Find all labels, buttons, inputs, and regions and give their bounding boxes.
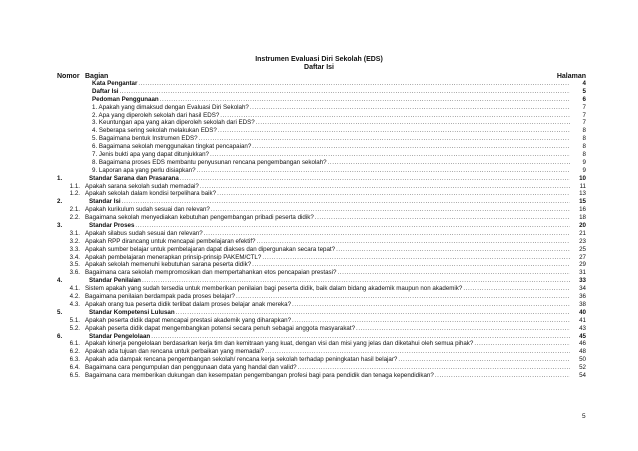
- toc-page-number: 9: [582, 158, 586, 166]
- toc-number: 3.3.: [69, 245, 80, 253]
- toc-page-number: 46: [579, 340, 586, 348]
- toc-entry[interactable]: [92, 80, 570, 88]
- toc-entry[interactable]: [89, 198, 570, 206]
- toc-page-number: 25: [579, 245, 586, 253]
- dot-leader: [252, 261, 570, 269]
- toc-entry[interactable]: [85, 348, 570, 356]
- toc-entry[interactable]: [85, 246, 570, 254]
- toc-page-number: 48: [579, 348, 586, 356]
- toc-row: [0, 293, 638, 301]
- toc-entry[interactable]: [92, 119, 570, 127]
- toc-row: [0, 80, 638, 88]
- footer-page-number: 5: [582, 413, 586, 420]
- toc-entry[interactable]: [92, 96, 570, 104]
- dot-leader: [328, 159, 570, 167]
- toc-row: [0, 325, 638, 333]
- subtitle-line: Daftar Isi: [304, 63, 334, 71]
- toc-number: 6.2.: [69, 348, 80, 356]
- toc-entry-text: Apakah sekolah memenuhi kebutuhan sarana peserta didik?: [85, 261, 252, 269]
- dot-leader: [236, 293, 570, 301]
- toc-row: [0, 246, 638, 254]
- toc-number: 6.: [57, 332, 63, 340]
- dot-leader: [265, 348, 570, 356]
- dot-leader: [199, 135, 570, 143]
- table-of-contents: [0, 80, 638, 380]
- toc-entry[interactable]: [85, 261, 570, 269]
- dot-leader: [176, 309, 570, 317]
- toc-entry[interactable]: [92, 88, 570, 96]
- toc-page-number: 7: [582, 103, 586, 111]
- toc-entry-text: Bagaimana penilaian berdampak pada proses belajar?: [85, 293, 235, 301]
- toc-row: [0, 214, 638, 222]
- toc-entry[interactable]: [92, 159, 570, 167]
- toc-page-number: 21: [579, 229, 586, 237]
- toc-entry-text: Bagaimana sekolah menyediakan kebutuhan pengembangan pribadi peserta didik?: [85, 214, 314, 222]
- dot-leader: [197, 167, 570, 175]
- toc-page-number: 4: [582, 80, 586, 87]
- toc-entry-text: 9. Laporan apa yang perlu disiapkan?: [92, 166, 196, 174]
- dot-leader: [250, 104, 570, 112]
- toc-entry-text: Apakah sarana sekolah sudah memadai?: [85, 182, 199, 190]
- toc-row: [0, 364, 638, 372]
- toc-entry[interactable]: [92, 143, 570, 151]
- toc-page-number: 33: [579, 277, 586, 285]
- toc-entry[interactable]: [85, 340, 570, 348]
- toc-entry[interactable]: [85, 317, 570, 325]
- toc-page-number: 8: [582, 127, 586, 135]
- toc-number: 5.: [57, 308, 63, 316]
- dot-leader: [210, 151, 570, 159]
- toc-entry-text: Apakah sekolah dalam kondisi terpelihara baik?: [85, 190, 217, 198]
- toc-page-number: 9: [582, 166, 586, 174]
- dot-leader: [119, 88, 570, 96]
- toc-entry[interactable]: [89, 277, 570, 285]
- toc-row: [0, 333, 638, 341]
- dot-leader: [252, 143, 570, 151]
- toc-entry[interactable]: [85, 230, 570, 238]
- toc-entry-text: Standar Penilaian: [89, 277, 141, 285]
- toc-page-number: 11: [579, 182, 586, 190]
- toc-entry[interactable]: [89, 309, 570, 317]
- toc-number: 2.1.: [69, 206, 80, 214]
- dot-leader: [151, 333, 570, 341]
- toc-page-number: 8: [582, 135, 586, 143]
- header-bagian: Bagian: [85, 73, 109, 80]
- toc-row: [0, 269, 638, 277]
- dot-leader: [142, 277, 570, 285]
- toc-entry-text: Daftar Isi: [92, 87, 119, 95]
- toc-row: [0, 112, 638, 120]
- toc-entry[interactable]: [85, 356, 570, 364]
- dot-leader: [315, 214, 570, 222]
- toc-row: [0, 151, 638, 159]
- toc-row: [0, 238, 638, 246]
- toc-entry[interactable]: [89, 333, 570, 341]
- toc-page-number: 41: [579, 316, 586, 324]
- toc-entry-text: Bagaimana cara sekolah mempromosikan dan mempertahankan etos pencapaian prestasi?: [85, 269, 337, 277]
- toc-page-number: 10: [579, 174, 586, 182]
- toc-entry[interactable]: [85, 206, 570, 214]
- toc-entry[interactable]: [85, 183, 570, 191]
- dot-leader: [474, 340, 570, 348]
- dot-leader: [160, 96, 570, 104]
- toc-entry[interactable]: [92, 135, 570, 143]
- toc-entry[interactable]: [89, 175, 570, 183]
- dot-leader: [298, 364, 570, 372]
- dot-leader: [220, 112, 570, 120]
- toc-page-number: 29: [579, 261, 586, 269]
- toc-row: [0, 254, 638, 262]
- toc-row: [0, 261, 638, 269]
- toc-number: 1.1.: [69, 182, 80, 190]
- toc-page-number: 43: [579, 324, 586, 332]
- dot-leader: [336, 246, 570, 254]
- toc-page-number: 16: [579, 206, 586, 214]
- toc-entry[interactable]: [85, 301, 570, 309]
- toc-page-number: 23: [579, 237, 586, 245]
- dot-leader: [217, 190, 570, 198]
- toc-entry-text: Standar Sarana dan Prasarana: [89, 174, 179, 182]
- toc-page-number: 45: [579, 332, 586, 340]
- toc-number: 1.: [57, 174, 63, 182]
- toc-page-number: 7: [582, 119, 586, 127]
- toc-page-number: 20: [579, 222, 586, 230]
- toc-row: [0, 301, 638, 309]
- toc-row: [0, 159, 638, 167]
- toc-entry-text: Apakah peserta didik dapat mencapai prestasi akademik yang diharapkan?: [85, 316, 292, 324]
- dot-leader: [292, 317, 570, 325]
- toc-number: 6.3.: [69, 356, 80, 364]
- toc-row: [0, 119, 638, 127]
- toc-entry-text: Kata Pengantar: [92, 80, 138, 87]
- toc-entry-text: 8. Bagaimana proses EDS membantu penyusunan rencana pengembangan sekolah?: [92, 158, 327, 166]
- toc-number: 5.2.: [69, 324, 80, 332]
- toc-entry-text: Bagaimana cara pengumpulan dan penggunaan data yang handal dan valid?: [85, 364, 297, 372]
- toc-page-number: 7: [582, 111, 586, 119]
- toc-row: [0, 175, 638, 183]
- dot-leader: [356, 325, 570, 333]
- toc-entry-text: Sistem apakah yang sudah tersedia untuk memberikan penilaian bagi peserta didik, baik dalam bidang akademik maupun non akademik?: [85, 285, 463, 293]
- toc-row: [0, 340, 638, 348]
- toc-entry-text: Apakah kurikulum sudah sesuai dan relevan?: [85, 206, 210, 214]
- dot-leader: [138, 80, 570, 88]
- toc-entry-text: Standar Kompetensi Lulusan: [89, 308, 175, 316]
- toc-page-number: 34: [579, 285, 586, 293]
- toc-entry-text: Bagaimana cara memberikan dukungan dan kesempatan pengembangan profesi bagi para pendidik dan tenaga kependidikan?: [85, 371, 434, 379]
- toc-entry-text: Standar Pengelolaan: [89, 332, 151, 340]
- dot-leader: [337, 269, 570, 277]
- toc-number: 3.2.: [69, 237, 80, 245]
- toc-page-number: 8: [582, 143, 586, 151]
- toc-number: 6.4.: [69, 364, 80, 372]
- toc-page-number: 38: [579, 300, 586, 308]
- toc-row: [0, 127, 638, 135]
- document-title: [0, 56, 638, 71]
- toc-page-number: 27: [579, 253, 586, 261]
- dot-leader: [256, 119, 570, 127]
- dot-leader: [257, 238, 571, 246]
- toc-entry[interactable]: [85, 190, 570, 198]
- toc-row: [0, 309, 638, 317]
- toc-number: 4.: [57, 277, 63, 285]
- toc-entry-text: Apakah orang tua peserta didik terlibat dalam proses belajar anak mereka?: [85, 300, 292, 308]
- toc-row: [0, 135, 638, 143]
- toc-entry-text: Apakah ada tujuan dan rencana untuk perbaikan yang memadai?: [85, 348, 265, 356]
- toc-row: [0, 372, 638, 380]
- dot-leader: [262, 254, 570, 262]
- toc-entry-text: 2. Apa yang diperoleh sekolah dari hasil EDS?: [92, 111, 220, 119]
- toc-entry-text: 5. Bagaimana bentuk Instrumen EDS?: [92, 135, 198, 143]
- toc-row: [0, 96, 638, 104]
- toc-number: 3.: [57, 222, 63, 230]
- toc-entry-text: Apakah ada dampak rencana pengembangan sekolah/ rencana kerja sekolah terhadap peningkatan hasil belajar?: [85, 356, 398, 364]
- toc-row: [0, 198, 638, 206]
- toc-entry-text: Standar Isi: [89, 198, 121, 206]
- toc-page-number: 31: [579, 269, 586, 277]
- toc-row: [0, 167, 638, 175]
- toc-page-number: 36: [579, 293, 586, 301]
- toc-entry[interactable]: [85, 364, 570, 372]
- toc-row: [0, 285, 638, 293]
- toc-entry-text: Apakah pembelajaran menerapkan prinsip-prinsip PAKEM/CTL?: [85, 253, 262, 261]
- toc-number: 4.2.: [69, 293, 80, 301]
- toc-entry-text: Apakah RPP dirancang untuk mencapai pembelajaran efektif?: [85, 237, 256, 245]
- toc-number: 3.4.: [69, 253, 80, 261]
- toc-number: 3.6.: [69, 269, 80, 277]
- toc-row: [0, 356, 638, 364]
- toc-entry[interactable]: [85, 372, 570, 380]
- toc-entry-text: Apakah silabus sudah sesuai dan relevan?: [85, 229, 203, 237]
- toc-page-number: 54: [579, 371, 586, 379]
- toc-page-number: 52: [579, 364, 586, 372]
- toc-entry[interactable]: [85, 285, 570, 293]
- toc-number: 5.1.: [69, 316, 80, 324]
- toc-number: 3.5.: [69, 261, 80, 269]
- toc-page-number: 6: [582, 95, 586, 103]
- toc-page-number: 5: [582, 87, 586, 95]
- toc-page-number: 8: [582, 151, 586, 159]
- toc-entry-text: 3. Keuntungan apa yang akan diperoleh sekolah dari EDS?: [92, 119, 255, 127]
- dot-leader: [292, 301, 570, 309]
- toc-entry[interactable]: [92, 104, 570, 112]
- toc-number: 6.5.: [69, 371, 80, 379]
- dot-leader: [398, 356, 570, 364]
- dot-leader: [204, 230, 570, 238]
- toc-entry-text: 7. Jenis bukti apa yang dapat ditunjukkan?: [92, 151, 209, 159]
- toc-entry-text: Apakah kinerja pengelolaan berdasarkan kerja tim dan kemitraan yang kuat, dengan visi dan misi yang jelas dan diketahui oleh semua pihak?: [85, 340, 474, 348]
- dot-leader: [211, 206, 570, 214]
- dot-leader: [463, 285, 570, 293]
- dot-leader: [435, 372, 570, 380]
- toc-row: [0, 190, 638, 198]
- dot-leader: [122, 198, 570, 206]
- toc-entry[interactable]: [85, 269, 570, 277]
- toc-row: [0, 230, 638, 238]
- toc-entry-text: Apakah peserta didik dapat mengembangkan potensi secara penuh sebagai anggota masyarakat?: [85, 324, 356, 332]
- toc-entry[interactable]: [92, 167, 570, 175]
- dot-leader: [200, 183, 570, 191]
- toc-row: [0, 88, 638, 96]
- toc-number: 4.3.: [69, 300, 80, 308]
- toc-page-number: 18: [579, 214, 586, 222]
- toc-number: 6.1.: [69, 340, 80, 348]
- toc-entry[interactable]: [85, 254, 570, 262]
- toc-entry-text: 4. Seberapa sering sekolah melakukan EDS?: [92, 127, 217, 135]
- toc-row: [0, 222, 638, 230]
- toc-page-number: 13: [579, 190, 586, 198]
- toc-row: [0, 183, 638, 191]
- toc-row: [0, 348, 638, 356]
- toc-row: [0, 104, 638, 112]
- toc-entry-text: Standar Proses: [89, 222, 135, 230]
- toc-entry[interactable]: [92, 151, 570, 159]
- toc-row: [0, 317, 638, 325]
- toc-row: [0, 277, 638, 285]
- toc-entry[interactable]: [85, 238, 570, 246]
- toc-entry-text: 1. Apakah yang dimaksud dengan Evaluasi Diri Sekolah?: [92, 103, 249, 111]
- toc-number: 2.2.: [69, 214, 80, 222]
- toc-entry-text: Apakah sumber belajar untuk pembelajaran dapat diakses dan dipergunakan secara tepat?: [85, 245, 336, 253]
- toc-number: 3.1.: [69, 229, 80, 237]
- toc-number: 4.1.: [69, 285, 80, 293]
- toc-entry[interactable]: [89, 222, 570, 230]
- dot-leader: [218, 127, 570, 135]
- toc-entry-text: 6. Bagaimana sekolah menggunakan tingkat pencapaian?: [92, 143, 252, 151]
- toc-entry[interactable]: [85, 214, 570, 222]
- toc-number: 2.: [57, 198, 63, 206]
- toc-entry[interactable]: [92, 112, 570, 120]
- toc-page-number: 50: [579, 356, 586, 364]
- toc-entry[interactable]: [92, 127, 570, 135]
- toc-row: [0, 143, 638, 151]
- title-line: Instrumen Evaluasi Diri Sekolah (EDS): [255, 56, 383, 63]
- toc-page-number: 40: [579, 308, 586, 316]
- toc-row: [0, 206, 638, 214]
- dot-leader: [135, 222, 570, 230]
- toc-entry-text: Pedoman Penggunaan: [92, 95, 159, 103]
- toc-entry[interactable]: [85, 293, 570, 301]
- header-halaman: Halaman: [556, 73, 586, 80]
- toc-page-number: 15: [579, 198, 586, 206]
- toc-number: 1.2.: [69, 190, 80, 198]
- header-nomor: Nomor: [57, 73, 80, 80]
- dot-leader: [180, 175, 570, 183]
- toc-entry[interactable]: [85, 325, 570, 333]
